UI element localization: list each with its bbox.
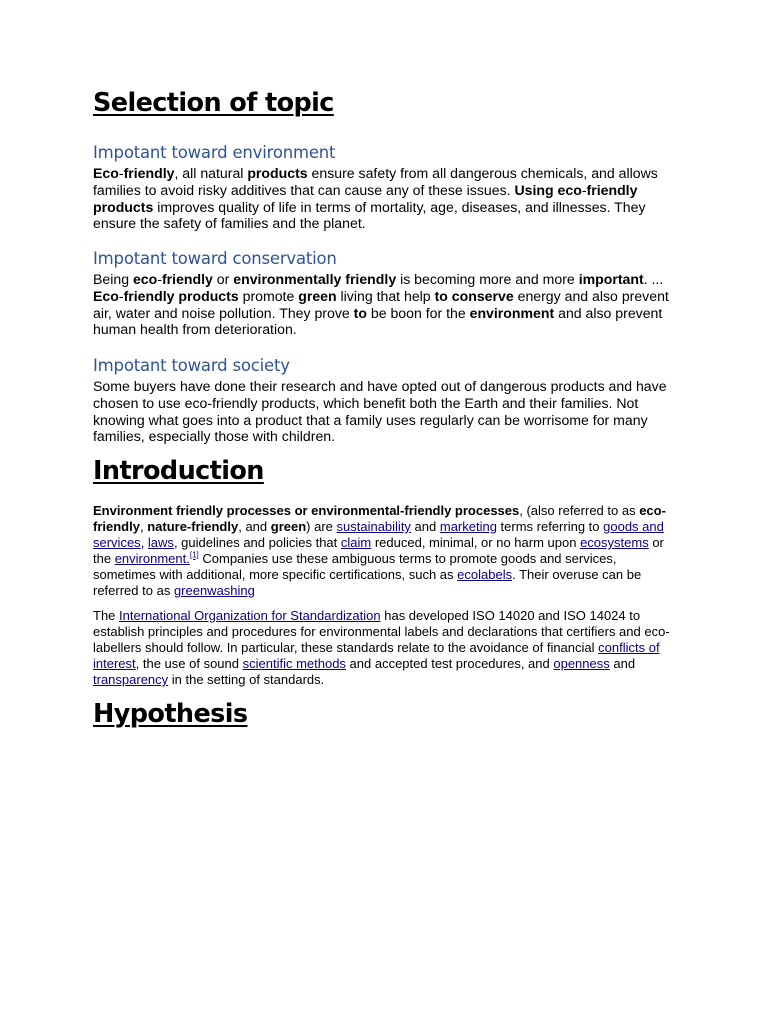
link-laws[interactable]: laws [147, 535, 174, 550]
text-run: ensure safety from all dangerous chemicals, and allows families to avoid risky additives that can cause any of these issues. [93, 165, 658, 198]
bold-text: Eco [93, 287, 119, 304]
bold-text: to [353, 304, 367, 321]
text-run: and accepted test procedures, and [345, 656, 554, 671]
bold-text: important [578, 271, 644, 287]
bold-text: friendly products [93, 181, 638, 215]
paragraph-introduction-2 [93, 608, 673, 688]
bold-text: friendly [123, 165, 175, 181]
text-run: - [581, 181, 587, 198]
text-run: and [609, 656, 636, 671]
heading-hypothesis: Hypothesis [93, 699, 248, 729]
text-run: Some buyers have done their research and have opted out of dangerous products and have chosen to use eco-friendly products, which benefit both the Earth and their families. Not knowing what goes into a product that a family uses regularly can be worrisome for many families, especially those with children. [93, 378, 667, 445]
text-run: - [118, 287, 124, 304]
subheading-society: Impotant toward society [93, 356, 290, 375]
text-run: terms referring to [496, 519, 604, 534]
text-run: , [139, 519, 148, 534]
text-run: living that help [336, 287, 435, 304]
link-ecosystems[interactable]: ecosystems [580, 535, 649, 550]
subheading-environment: Impotant toward environment [93, 143, 336, 162]
text-run: promote [238, 287, 299, 304]
text-run: improves quality of life in terms of mortality, age, diseases, and illnesses. They ensure the safety of families and the planet. [93, 198, 646, 232]
link-international-organization-for-standardization[interactable]: International Organization for Standardization [119, 608, 381, 623]
link-greenwashing[interactable]: greenwashing [173, 583, 255, 598]
paragraph-introduction-1 [93, 503, 673, 599]
text-run: has developed ISO 14020 and ISO 14024 to establish principles and procedures for environmental labels and declarations that certifiers and eco-labellers should follow. In particular, these standards relate to the avoidance of financial [93, 608, 670, 655]
text-run: and [410, 519, 440, 534]
bold-text: green [270, 519, 307, 534]
text-run: , (also referred to as [519, 503, 640, 518]
bold-text: nature-friendly [147, 519, 239, 534]
link-[interactable]: . [186, 551, 190, 566]
bold-text: friendly products [123, 287, 239, 304]
text-run: in the setting of standards. [168, 672, 325, 687]
text-run: . ... [643, 271, 664, 287]
text-run: reduced, minimal, or no harm upon [371, 535, 581, 550]
link-environment[interactable]: environment [114, 551, 187, 566]
heading-introduction: Introduction [93, 456, 264, 486]
text-run: , and [238, 519, 271, 534]
link-conflicts-of-interest[interactable]: conflicts of interest [93, 640, 660, 671]
link-sustainability[interactable]: sustainability [336, 519, 411, 534]
link-ecolabels[interactable]: ecolabels [457, 567, 513, 582]
text-run: , the use of sound [135, 656, 243, 671]
link-transparency[interactable]: transparency [93, 672, 169, 687]
paragraph-environment [93, 165, 678, 232]
bold-text: environment [469, 304, 555, 321]
text-run: - [118, 165, 124, 181]
text-run: Companies use these ambiguous terms to promote goods and services, sometimes with additional, more specific certifications, such as [93, 551, 617, 582]
bold-text: eco [132, 271, 158, 287]
text-run: , [140, 535, 148, 550]
link-claim[interactable]: claim [340, 535, 372, 550]
paragraph-conservation [93, 271, 678, 338]
link-goods-and-services[interactable]: goods and services [93, 519, 664, 550]
text-run: ) are [306, 519, 337, 534]
text-run: and also prevent human health from deterioration. [93, 304, 663, 338]
heading-selection-of-topic: Selection of topic [93, 88, 334, 118]
bold-text: friendly [161, 271, 213, 287]
bold-text: Environment friendly processes or environmental-friendly processes [93, 503, 520, 518]
paragraph-society [93, 378, 678, 445]
text-run: is becoming more and more [396, 271, 579, 287]
subheading-conservation: Impotant toward conservation [93, 249, 337, 268]
bold-text: eco-friendly [93, 503, 666, 534]
text-run: , guidelines and policies that [173, 535, 341, 550]
bold-text: Using eco [514, 181, 582, 198]
text-run: , all natural [174, 165, 248, 181]
bold-text: to conserve [434, 287, 514, 304]
bold-text: environmentally friendly [233, 271, 397, 287]
link-scientific-methods[interactable]: scientific methods [242, 656, 346, 671]
citation-link[interactable]: [1] [189, 550, 199, 560]
text-run: . Their overuse can be referred to as [93, 567, 642, 598]
text-run: or the [93, 535, 664, 566]
bold-text: green [298, 287, 337, 304]
text-run: - [157, 271, 162, 287]
text-run: or [212, 271, 234, 287]
text-run: Being [93, 271, 133, 287]
bold-text: Eco [93, 165, 119, 181]
link-marketing[interactable]: marketing [439, 519, 497, 534]
text-run: be boon for the [366, 304, 470, 321]
text-run: energy and also prevent air, water and noise pollution. They prove [93, 287, 669, 321]
text-run: The [93, 608, 120, 623]
link-openness[interactable]: openness [553, 656, 610, 671]
bold-text: products [247, 165, 308, 181]
